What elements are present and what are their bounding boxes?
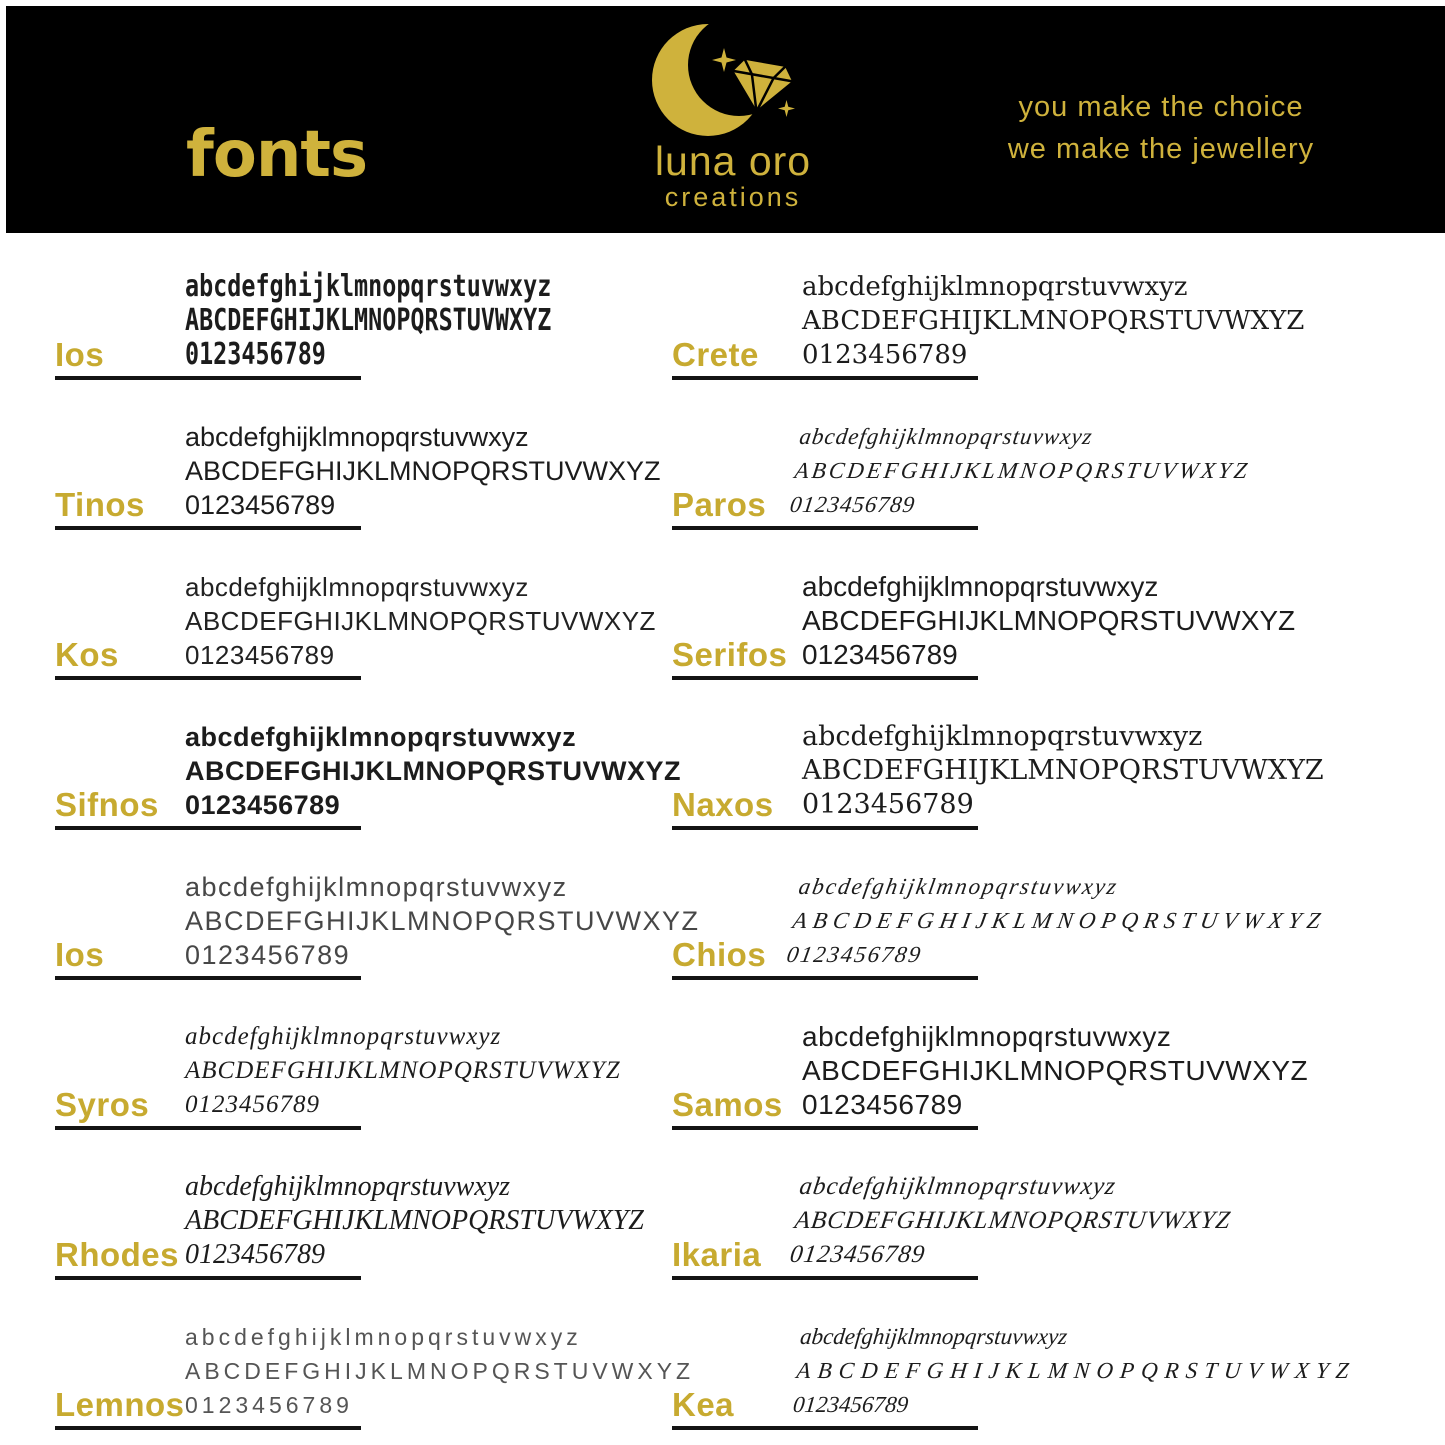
sample-lowercase: abcdefghijklmnopqrstuvwxyz (185, 422, 529, 452)
sample-digits: 0123456789 (185, 640, 335, 670)
sparkle-icon (778, 100, 795, 117)
font-name-label: Ios (55, 336, 105, 373)
font-sample (788, 1170, 1238, 1272)
tagline (991, 86, 1331, 170)
font-row-naxos (672, 720, 1332, 870)
divider-rule (55, 1276, 361, 1280)
divider-rule (55, 976, 361, 980)
sample-uppercase: ABCDEFGHIJKLMNOPQRSTUVWXYZ (185, 606, 656, 636)
font-row-kos (55, 570, 715, 720)
sample-lowercase: abcdefghijklmnopqrstuvwxyz (802, 1021, 1172, 1052)
font-name-label: Ios (55, 936, 105, 973)
divider-rule (672, 1426, 978, 1430)
divider-rule (672, 976, 978, 980)
sample-digits: 0123456789 (185, 1392, 353, 1418)
sample-uppercase: ABCDEFGHIJKLMNOPQRSTUVWXYZ (793, 458, 1252, 483)
font-row-sifnos (55, 720, 715, 870)
font-name-label: Serifos (672, 636, 788, 673)
font-row-crete (672, 270, 1332, 420)
sample-uppercase: ABCDEFGHIJKLMNOPQRSTUVWXYZ (802, 1055, 1309, 1086)
sample-uppercase: ABCDEFGHIJKLMNOPQRSTUVWXYZ (185, 1358, 695, 1384)
font-row-samos (672, 1020, 1332, 1170)
font-row-ios-thin (55, 870, 715, 1020)
divider-rule (672, 526, 978, 530)
font-name-label: Crete (672, 336, 759, 373)
divider-rule (55, 526, 361, 530)
font-name-label: Ikaria (672, 1236, 762, 1273)
font-sample (802, 570, 1295, 672)
sample-digits: 0123456789 (185, 790, 341, 820)
sample-lowercase: abcdefghijklmnopqrstuvwxyz (185, 722, 577, 752)
sample-uppercase: ABCDEFGHIJKLMNOPQRSTUVWXYZ (185, 756, 682, 786)
font-sample (185, 420, 661, 522)
font-sample (185, 720, 681, 822)
divider-rule (672, 1126, 978, 1130)
divider-rule (55, 376, 361, 380)
sample-lowercase: abcdefghijklmnopqrstuvwxyz (185, 269, 552, 304)
sample-uppercase: ABCDEFGHIJKLMNOPQRSTUVWXYZ (185, 1057, 621, 1084)
font-name-label: Kos (55, 636, 119, 673)
font-name-label: Syros (55, 1086, 150, 1123)
sample-uppercase: ABCDEFGHIJKLMNOPQRSTUVWXYZ (185, 906, 700, 936)
font-name-label: Naxos (672, 786, 774, 823)
font-row-ios (55, 270, 715, 420)
font-sample (185, 270, 551, 372)
divider-rule (672, 376, 978, 380)
sample-uppercase: ABCDEFGHIJKLMNOPQRSTUVWXYZ (790, 908, 1329, 933)
sample-uppercase: ABCDEFGHIJKLMNOPQRSTUVWXYZ (802, 306, 1305, 336)
divider-rule (55, 1426, 361, 1430)
sample-digits: 0123456789 (802, 639, 958, 670)
font-sample (185, 1320, 694, 1422)
font-name-label: Tinos (55, 486, 145, 523)
divider-rule (672, 676, 978, 680)
sample-uppercase: ABCDEFGHIJKLMNOPQRSTUVWXYZ (793, 1207, 1233, 1234)
sample-digits: 0123456789 (788, 492, 917, 517)
sample-uppercase: ABCDEFGHIJKLMNOPQRSTUVWXYZ (795, 1358, 1357, 1383)
brand-subtitle: creations (664, 182, 802, 212)
font-sample (802, 720, 1324, 822)
font-name-label: Rhodes (55, 1236, 180, 1273)
font-sample (185, 1170, 644, 1272)
font-sample (802, 1020, 1308, 1122)
font-name-label: Lemnos (55, 1386, 185, 1423)
sample-digits: 0123456789 (185, 1239, 325, 1270)
sample-lowercase: abcdefghijklmnopqrstuvwxyz (797, 1173, 1118, 1200)
sample-lowercase: abcdefghijklmnopqrstuvwxyz (798, 1324, 1069, 1349)
sample-lowercase: abcdefghijklmnopqrstuvwxyz (185, 1324, 582, 1350)
font-row-rhodes (55, 1170, 715, 1320)
tagline-line-2: we make the jewellery (1007, 133, 1315, 165)
font-row-lemnos (55, 1320, 715, 1445)
header-banner (6, 6, 1445, 233)
divider-rule (55, 676, 361, 680)
divider-rule (55, 826, 361, 830)
font-row-chios (672, 870, 1332, 1020)
sample-lowercase: abcdefghijklmnopqrstuvwxyz (185, 1023, 502, 1050)
sample-uppercase: ABCDEFGHIJKLMNOPQRSTUVWXYZ (802, 755, 1324, 786)
sample-digits: 0123456789 (791, 1392, 910, 1417)
font-row-serifos (672, 570, 1332, 720)
sample-lowercase: abcdefghijklmnopqrstuvwxyz (802, 721, 1203, 752)
sample-digits: 0123456789 (802, 340, 968, 370)
sample-digits: 0123456789 (784, 942, 925, 967)
font-sample (802, 270, 1304, 372)
brand-name: luna oro (654, 138, 812, 184)
font-sample (784, 870, 1335, 972)
font-name-label: Chios (672, 936, 767, 973)
sample-lowercase: abcdefghijklmnopqrstuvwxyz (185, 872, 568, 902)
sample-lowercase: abcdefghijklmnopqrstuvwxyz (797, 424, 1095, 449)
sample-lowercase: abcdefghijklmnopqrstuvwxyz (185, 1171, 511, 1202)
sample-lowercase: abcdefghijklmnopqrstuvwxyz (796, 874, 1121, 899)
font-sample (788, 420, 1257, 522)
font-row-kea (672, 1320, 1357, 1445)
font-row-syros (55, 1020, 715, 1170)
sample-uppercase: ABCDEFGHIJKLMNOPQRSTUVWXYZ (802, 605, 1296, 636)
font-sample (185, 1020, 621, 1122)
sample-digits: 0123456789 (802, 789, 974, 820)
font-name-label: Paros (672, 486, 767, 523)
sample-digits: 0123456789 (788, 1241, 928, 1268)
sample-lowercase: abcdefghijklmnopqrstuvwxyz (802, 571, 1159, 602)
font-row-ikaria (672, 1170, 1332, 1320)
sample-digits: 0123456789 (802, 1089, 963, 1120)
sample-uppercase: ABCDEFGHIJKLMNOPQRSTUVWXYZ (185, 303, 552, 338)
font-sample (185, 870, 700, 972)
divider-rule (55, 1126, 361, 1130)
divider-rule (672, 1276, 978, 1280)
sample-uppercase: ABCDEFGHIJKLMNOPQRSTUVWXYZ (185, 456, 661, 486)
font-row-paros (672, 420, 1332, 570)
sample-digits: 0123456789 (185, 1091, 320, 1118)
sample-lowercase: abcdefghijklmnopqrstuvwxyz (185, 572, 529, 602)
font-name-label: Kea (672, 1386, 735, 1423)
font-name-label: Samos (672, 1086, 783, 1123)
page-title: fonts (186, 118, 368, 192)
sample-uppercase: ABCDEFGHIJKLMNOPQRSTUVWXYZ (185, 1205, 644, 1236)
font-row-tinos (55, 420, 715, 570)
divider-rule (672, 826, 978, 830)
sample-digits: 0123456789 (185, 490, 336, 520)
sample-digits: 0123456789 (185, 940, 351, 970)
tagline-line-1: you make the choice (1018, 91, 1304, 123)
sample-digits: 0123456789 (185, 337, 326, 372)
font-sample (791, 1320, 1361, 1422)
font-sample (185, 570, 656, 672)
sample-lowercase: abcdefghijklmnopqrstuvwxyz (802, 272, 1188, 302)
font-name-label: Sifnos (55, 786, 159, 823)
